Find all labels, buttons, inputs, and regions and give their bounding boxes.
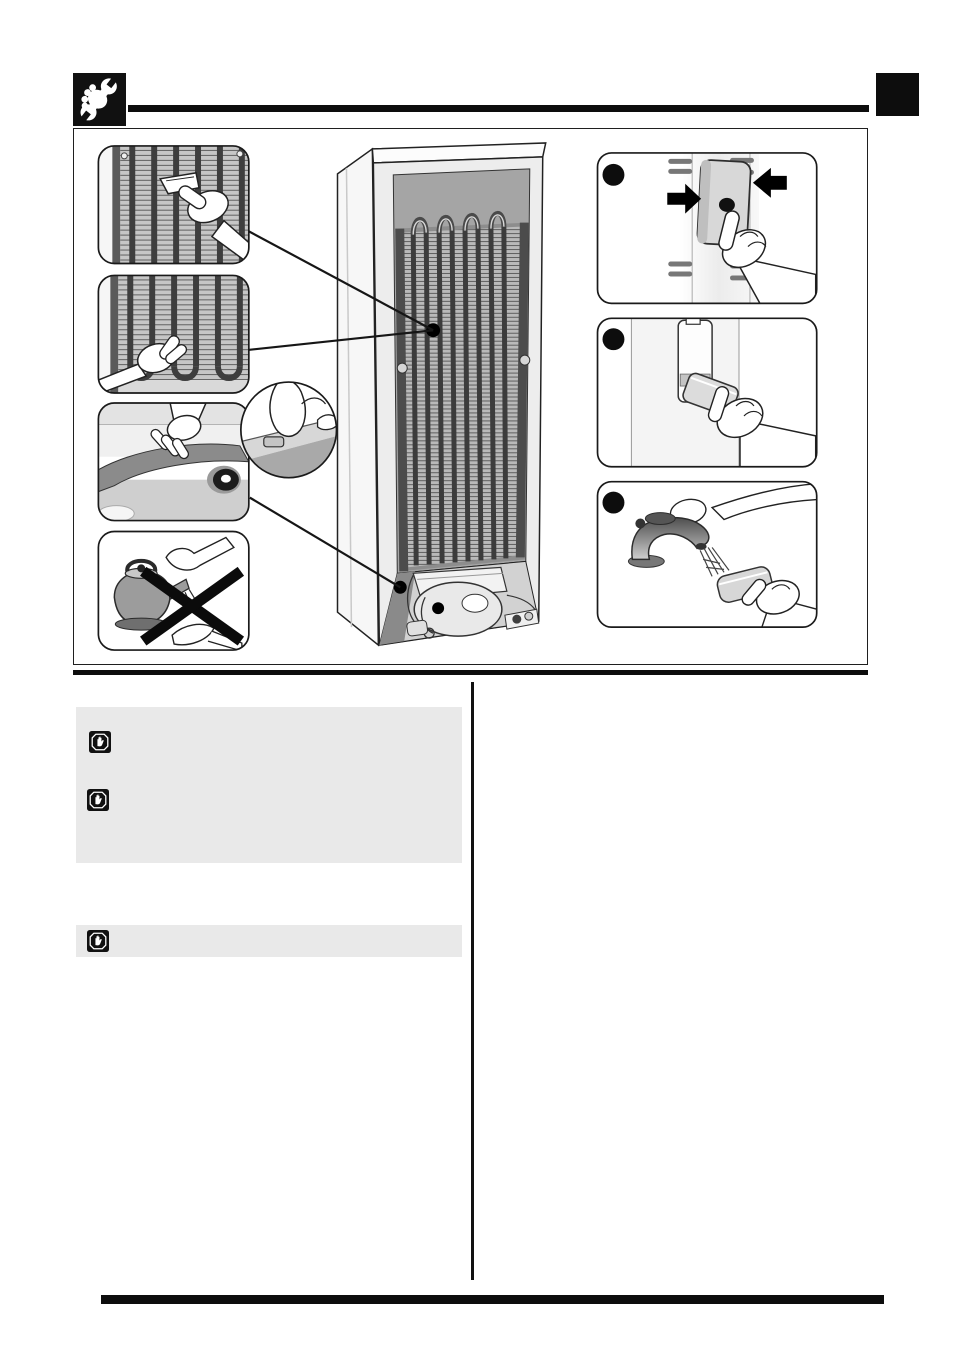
header-rule bbox=[128, 105, 869, 112]
mounting-standoff bbox=[397, 363, 407, 373]
panel-press-spacer bbox=[598, 153, 817, 303]
stop-hand-icon bbox=[87, 789, 109, 811]
column-divider bbox=[471, 682, 474, 1280]
warning-note-bar bbox=[76, 925, 462, 957]
panel-vacuum-coil bbox=[98, 146, 248, 264]
stop-hand-icon bbox=[89, 731, 111, 753]
warning-note-box bbox=[76, 707, 462, 863]
panel-no-water-prohibition bbox=[98, 531, 248, 651]
panel-rinse-under-tap bbox=[598, 482, 817, 627]
section-corner-marker bbox=[876, 73, 919, 116]
section-rule bbox=[73, 670, 868, 675]
illustration-frame bbox=[73, 128, 868, 665]
step-badge bbox=[603, 492, 625, 514]
step-badge bbox=[603, 164, 625, 186]
compressor-compartment bbox=[379, 561, 538, 645]
stop-hand-icon bbox=[87, 930, 109, 952]
panel-clean-under-appliance bbox=[98, 403, 248, 522]
step-badge bbox=[603, 328, 625, 350]
panel-check-coil bbox=[98, 275, 248, 394]
panel-remove-block bbox=[598, 317, 817, 466]
footer-rule bbox=[101, 1295, 884, 1304]
maintenance-wrench-icon bbox=[73, 73, 126, 126]
condenser-coil bbox=[395, 213, 529, 571]
drain-detail-inset bbox=[240, 379, 340, 480]
mounting-standoff bbox=[520, 355, 530, 365]
